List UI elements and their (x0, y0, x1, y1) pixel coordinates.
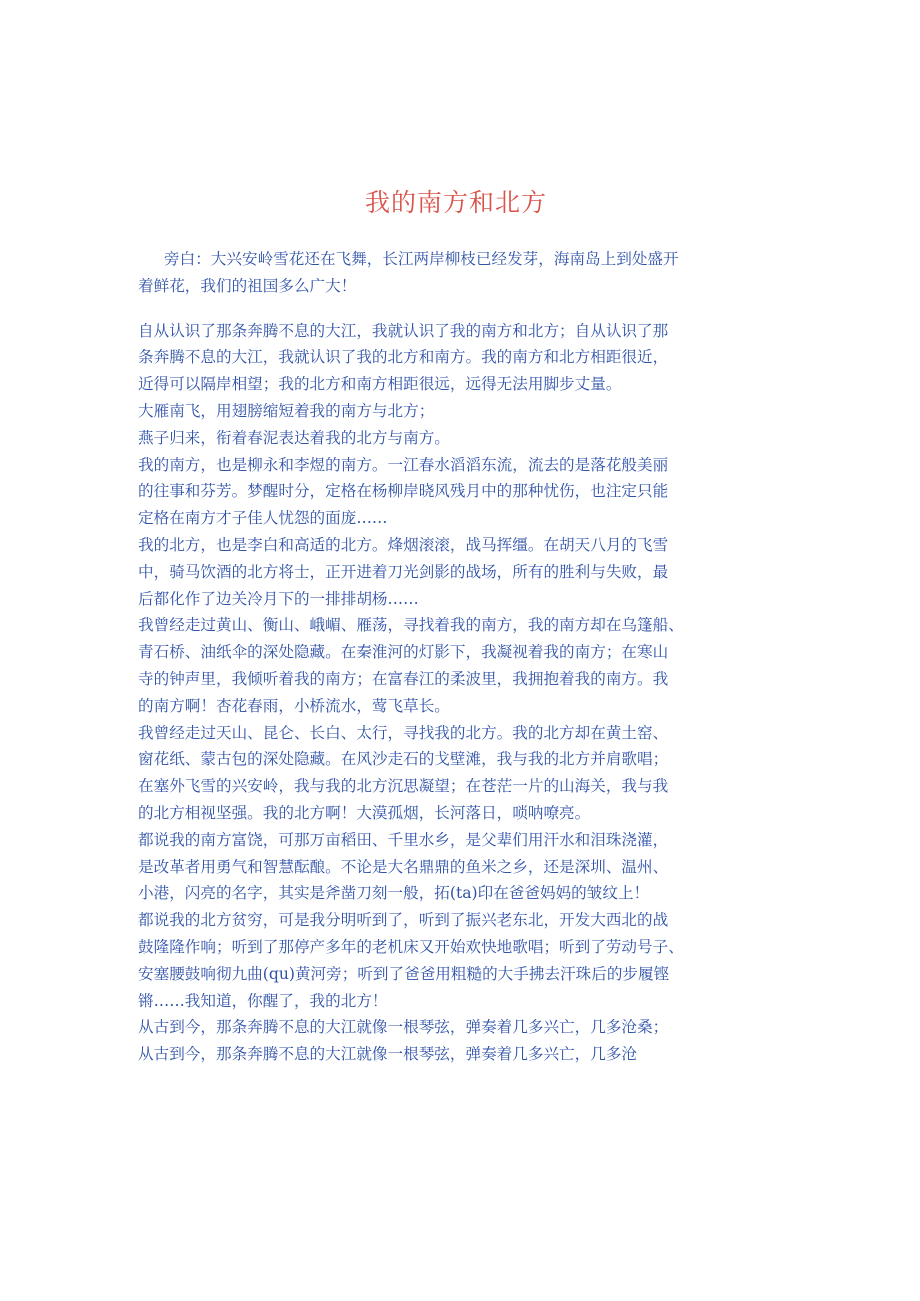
body-line: 的南方啊！杏花春雨，小桥流水，莺飞草长。 (138, 696, 450, 715)
body-line: 我的北方，也是李白和高适的北方。烽烟滚滚，战马挥缰。在胡天八月的飞雪 (138, 535, 669, 554)
body-line: 青石桥、油纸伞的深处隐藏。在秦淮河的灯影下，我凝视着我的南方；在寒山 (138, 643, 669, 662)
body-line: 自从认识了那条奔腾不息的大江，我就认识了我的南方和北方；自从认识了那 (138, 321, 669, 340)
body-line: 后都化作了边关冷月下的一排排胡杨…… (138, 589, 419, 608)
body-line: 的北方相视坚强。我的北方啊！大漠孤烟，长河落日，唢呐嘹亮。 (138, 803, 591, 822)
document-content (138, 246, 798, 1068)
body-line: 我的南方，也是柳永和李煜的南方。一江春水滔滔东流，流去的是落花般美丽 (138, 455, 669, 474)
body-line: 鼓隆隆作响；听到了那停产多年的老机床又开始欢快地歌唱；听到了劳动号子、 (138, 937, 684, 956)
body-line: 都说我的南方富饶，可那万亩稻田、千里水乡，是父辈们用汗水和泪珠浇灌， (138, 830, 669, 849)
paragraph-gap (138, 300, 798, 318)
body-line: 小港，闪亮的名字，其实是斧凿刀刻一般，拓(ta)印在爸爸妈妈的皱纹上！ (138, 884, 650, 903)
body-line: 是改革者用勇气和智慧酝酿。不论是大名鼎鼎的鱼米之乡，还是深圳、温州、 (138, 857, 669, 876)
body-line: 的往事和芬芳。梦醒时分，定格在杨柳岸晓风残月中的那种忧伤，也注定只能 (138, 482, 669, 501)
body-line: 窗花纸、蒙古包的深处隐藏。在风沙走石的戈壁滩，我与我的北方并肩歌唱； (138, 750, 669, 769)
body-line: 从古到今，那条奔腾不息的大江就像一根琴弦，弹奏着几多兴亡，几多沧桑； (138, 1018, 669, 1037)
body-line: 我曾经走过黄山、衡山、峨嵋、雁荡，寻找着我的南方，我的南方却在乌篷船、 (138, 616, 684, 635)
body-line: 都说我的北方贫穷，可是我分明听到了，听到了振兴老东北，开发大西北的战 (138, 911, 669, 930)
document-title: 我的南方和北方 (364, 188, 547, 217)
body-line: 安塞腰鼓响彻九曲(qu)黄河旁；听到了爸爸用粗糙的大手拂去汗珠后的步履铿 (138, 964, 670, 983)
narration-line: 着鲜花，我们的祖国多么广大！ (138, 276, 357, 295)
body-line: 燕子归来，衔着春泥表达着我的北方与南方。 (138, 428, 450, 447)
body-line: 中，骑马饮酒的北方将士，正开进着刀光剑影的战场，所有的胜利与失败，最 (138, 562, 669, 581)
body-line: 我曾经走过天山、昆仑、长白、太行，寻找我的北方。我的北方却在黄土窑、 (138, 723, 669, 742)
narration-line: 旁白：大兴安岭雪花还在飞舞，长江两岸柳枝已经发芽，海南岛上到处盛开 (164, 250, 679, 268)
body-line: 定格在南方才子佳人忧怨的面庞…… (138, 509, 388, 528)
body-line: 锵……我知道，你醒了，我的北方！ (138, 991, 388, 1010)
body-line: 在塞外飞雪的兴安岭，我与我的北方沉思凝望；在苍茫一片的山海关，我与我 (138, 777, 669, 796)
body-line: 寺的钟声里，我倾听着我的南方；在富春江的柔波里，我拥抱着我的南方。我 (138, 669, 669, 688)
body-line: 条奔腾不息的大江，我就认识了我的北方和南方。我的南方和北方相距很近， (138, 348, 669, 367)
body-line: 大雁南飞，用翅膀缩短着我的南方与北方； (138, 401, 435, 420)
body-line: 从古到今，那条奔腾不息的大江就像一根琴弦，弹奏着几多兴亡，几多沧 (138, 1045, 638, 1064)
body-line: 近得可以隔岸相望；我的北方和南方相距很远，远得无法用脚步丈量。 (138, 375, 622, 394)
